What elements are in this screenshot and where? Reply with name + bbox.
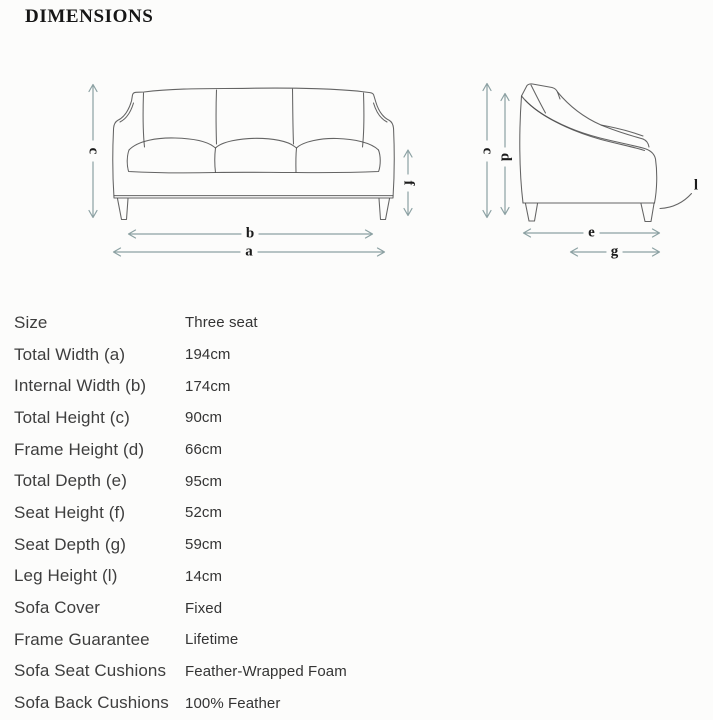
side-frame-height-letter: d	[497, 152, 514, 162]
side-view-dimension-arrows	[480, 84, 699, 260]
spec-row	[14, 624, 574, 656]
spec-row-value: 59cm	[185, 536, 223, 554]
spec-row-value: Fixed	[185, 599, 223, 617]
spec-row-value: 66cm	[185, 441, 223, 459]
page-title: DIMENSIONS	[25, 6, 154, 27]
spec-row	[14, 370, 574, 402]
sofa-front-view-sketch	[113, 88, 394, 219]
spec-row-value: 90cm	[185, 409, 223, 427]
side-seat-depth-letter: g	[610, 243, 619, 260]
front-total-width-letter: a	[245, 243, 253, 260]
front-internal-width-letter: b	[245, 225, 255, 242]
front-seat-height-letter: f	[400, 180, 417, 186]
spec-row	[14, 465, 574, 497]
spec-row-label: Sofa Cover	[14, 598, 101, 618]
sofa-side-view-sketch	[520, 84, 657, 222]
spec-row-label: Total Width (a)	[14, 344, 126, 364]
spec-row-label: Total Depth (e)	[14, 471, 127, 491]
spec-row	[14, 687, 574, 719]
spec-row-label: Total Height (c)	[14, 407, 130, 427]
spec-row-label: Frame Guarantee	[14, 629, 150, 649]
spec-row-value: Three seat	[185, 314, 258, 332]
spec-row-value: 174cm	[185, 377, 231, 395]
sofa-dimensions-diagram	[0, 55, 713, 305]
spec-row	[14, 497, 574, 529]
side-total-height-letter: c	[479, 147, 496, 155]
spec-row-value: 14cm	[185, 567, 223, 585]
spec-row	[14, 402, 574, 434]
spec-row-label: Sofa Seat Cushions	[14, 661, 167, 681]
spec-row-label: Size	[14, 312, 48, 332]
side-total-depth-letter: e	[588, 224, 595, 241]
spec-row-label: Leg Height (l)	[14, 566, 118, 586]
spec-row-label: Seat Depth (g)	[14, 534, 126, 554]
spec-row-label: Sofa Back Cushions	[14, 693, 169, 713]
spec-row	[14, 529, 574, 561]
dimensions-spec-table	[14, 307, 574, 719]
spec-row-value: 95cm	[185, 472, 223, 490]
front-total-height-letter: c	[85, 147, 102, 155]
spec-row-value: 194cm	[185, 346, 231, 364]
spec-row	[14, 307, 574, 339]
spec-row-label: Frame Height (d)	[14, 439, 145, 459]
spec-row-label: Internal Width (b)	[14, 376, 147, 396]
spec-row-value: 100% Feather	[185, 694, 281, 712]
side-leg-height-letter: l	[693, 177, 699, 194]
spec-row-value: Lifetime	[185, 631, 239, 649]
spec-row	[14, 561, 574, 593]
spec-row	[14, 592, 574, 624]
spec-row	[14, 339, 574, 371]
spec-row-label: Seat Height (f)	[14, 502, 126, 522]
spec-row-value: Feather-Wrapped Foam	[185, 662, 347, 680]
spec-row	[14, 434, 574, 466]
spec-row-value: 52cm	[185, 504, 223, 522]
spec-row	[14, 656, 574, 688]
